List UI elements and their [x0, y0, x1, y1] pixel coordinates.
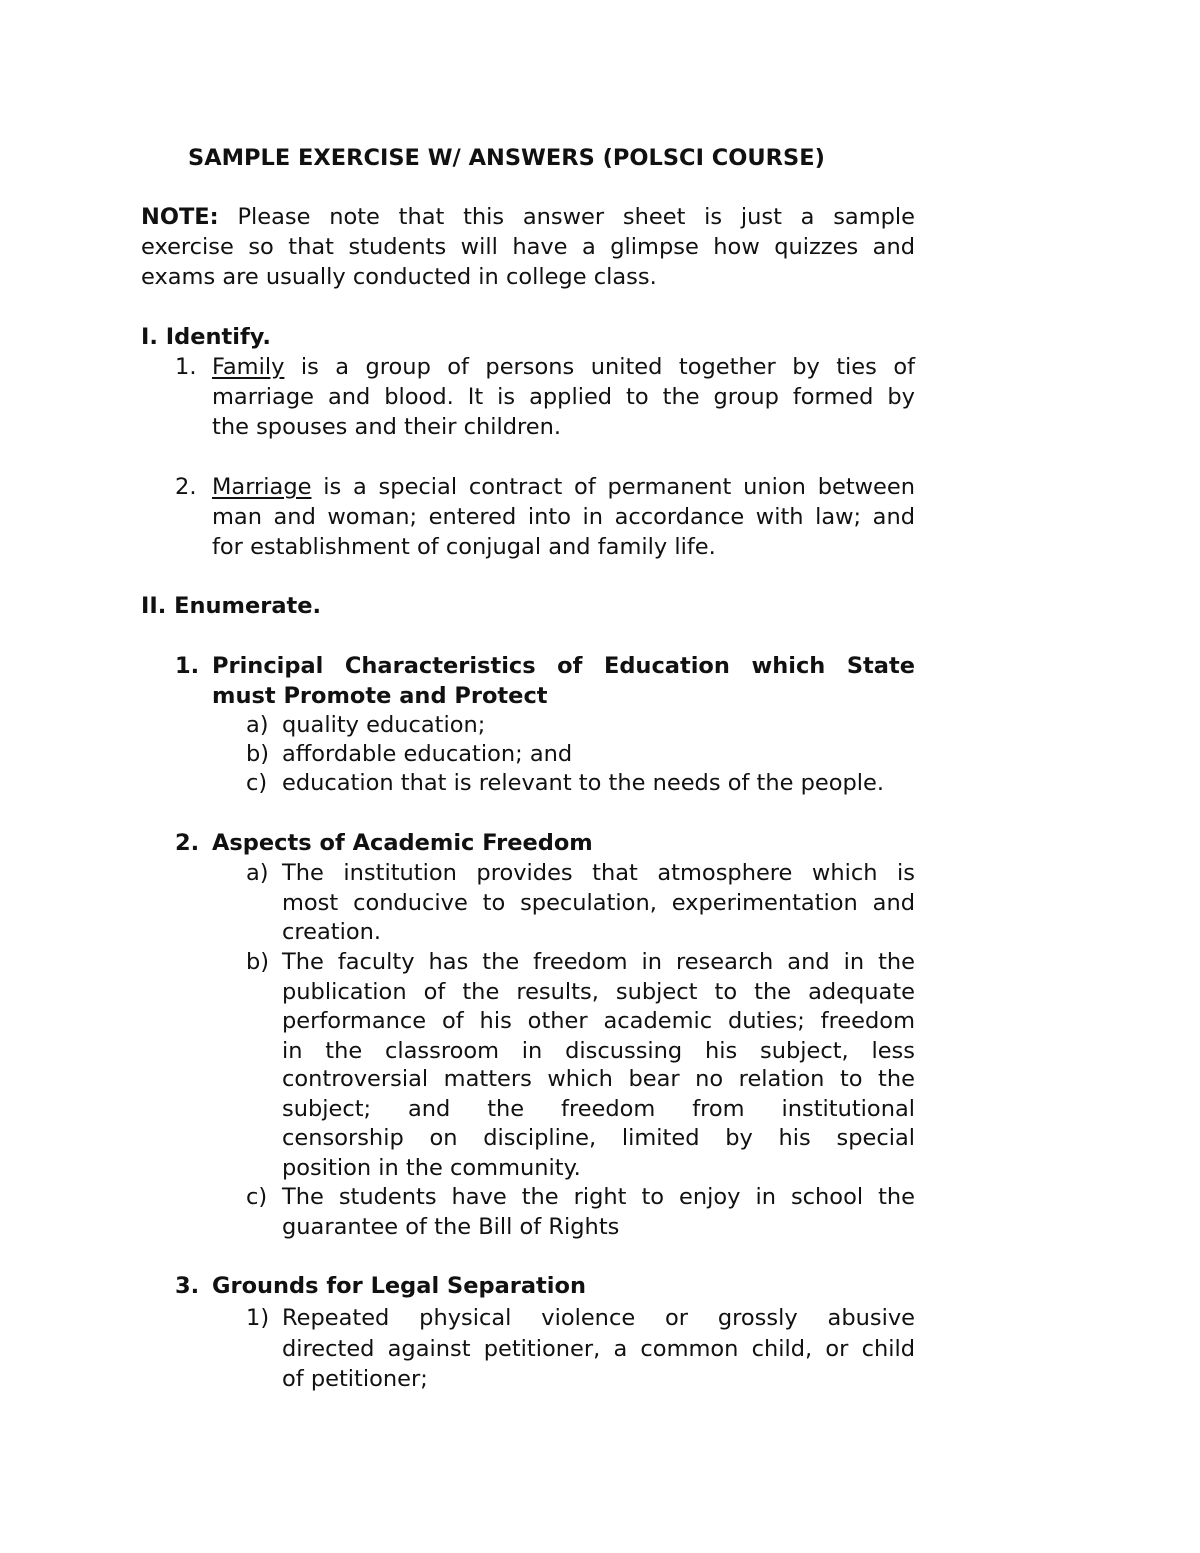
identify-item-line: for establishment of conjugal and family life.: [212, 534, 716, 560]
list-item-text: performance of his other academic duties; freedom: [282, 1008, 915, 1034]
list-item-text: The students have the right to enjoy in school the: [282, 1184, 915, 1210]
list-item-text: in the classroom in discussing his subject, less: [282, 1038, 915, 1064]
list-item-text: The institution provides that atmosphere which is: [282, 860, 915, 886]
list-item-text: guarantee of the Bill of Rights: [282, 1214, 620, 1240]
list-item-text: education that is relevant to the needs of the people.: [282, 770, 885, 796]
list-item-text: of petitioner;: [282, 1366, 428, 1392]
note-label: NOTE:: [141, 204, 219, 230]
term-family: Family: [212, 354, 285, 380]
term-marriage: Marriage: [212, 474, 312, 500]
item-number: 1.: [175, 354, 197, 380]
identify-item-line: man and woman; entered into in accordance with law; and: [212, 504, 915, 530]
list-marker: b): [246, 741, 270, 767]
group-number: 3.: [175, 1273, 200, 1299]
list-marker: b): [246, 949, 270, 975]
list-item-text: subject; and the freedom from institutional: [282, 1096, 915, 1122]
section-identify-heading: I. Identify.: [141, 324, 271, 350]
group-number: 2.: [175, 830, 200, 856]
list-item-text: publication of the results, subject to the adequate: [282, 979, 915, 1005]
list-item-text: The faculty has the freedom in research and in the: [282, 949, 915, 975]
list-item-text: affordable education; and: [282, 741, 573, 767]
list-marker: c): [246, 770, 268, 796]
section-enumerate-heading: II. Enumerate.: [141, 593, 322, 619]
document-title: SAMPLE EXERCISE W/ ANSWERS (POLSCI COURSE): [188, 145, 825, 171]
group-heading-line: Principal Characteristics of Education which State: [212, 653, 915, 679]
definition-text: is a group of persons united together by ties of: [300, 354, 916, 380]
list-marker: a): [246, 712, 269, 738]
item-number: 2.: [175, 474, 197, 500]
identify-item-line: [212, 352, 915, 382]
note-text: Please note that this answer sheet is just a sample: [237, 204, 915, 230]
group-heading-line: Grounds for Legal Separation: [212, 1273, 586, 1299]
group-number: 1.: [175, 653, 200, 679]
group-heading-line: must Promote and Protect: [212, 683, 548, 709]
note-line-1: [141, 202, 915, 232]
note-line-3: exams are usually conducted in college class.: [141, 264, 657, 290]
list-marker: 1): [246, 1305, 270, 1331]
list-item-text: Repeated physical violence or grossly abusive: [282, 1305, 915, 1331]
list-item-text: controversial matters which bear no relation to the: [282, 1066, 915, 1092]
note-line-2: exercise so that students will have a glimpse how quizzes and: [141, 234, 915, 260]
list-marker: a): [246, 860, 269, 886]
list-item-text: directed against petitioner, a common child, or child: [282, 1336, 915, 1362]
list-item-text: most conducive to speculation, experimentation and: [282, 890, 915, 916]
definition-text: is a special contract of permanent union between: [323, 474, 916, 500]
identify-item-line: marriage and blood. It is applied to the group formed by: [212, 384, 915, 410]
list-item-text: quality education;: [282, 712, 486, 738]
list-item-text: position in the community.: [282, 1155, 581, 1181]
identify-item-line: [212, 472, 915, 502]
identify-item-line: the spouses and their children.: [212, 414, 562, 440]
list-item-text: censorship on discipline, limited by his special: [282, 1125, 915, 1151]
group-heading-line: Aspects of Academic Freedom: [212, 830, 593, 856]
list-marker: c): [246, 1184, 268, 1210]
list-item-text: creation.: [282, 919, 382, 945]
